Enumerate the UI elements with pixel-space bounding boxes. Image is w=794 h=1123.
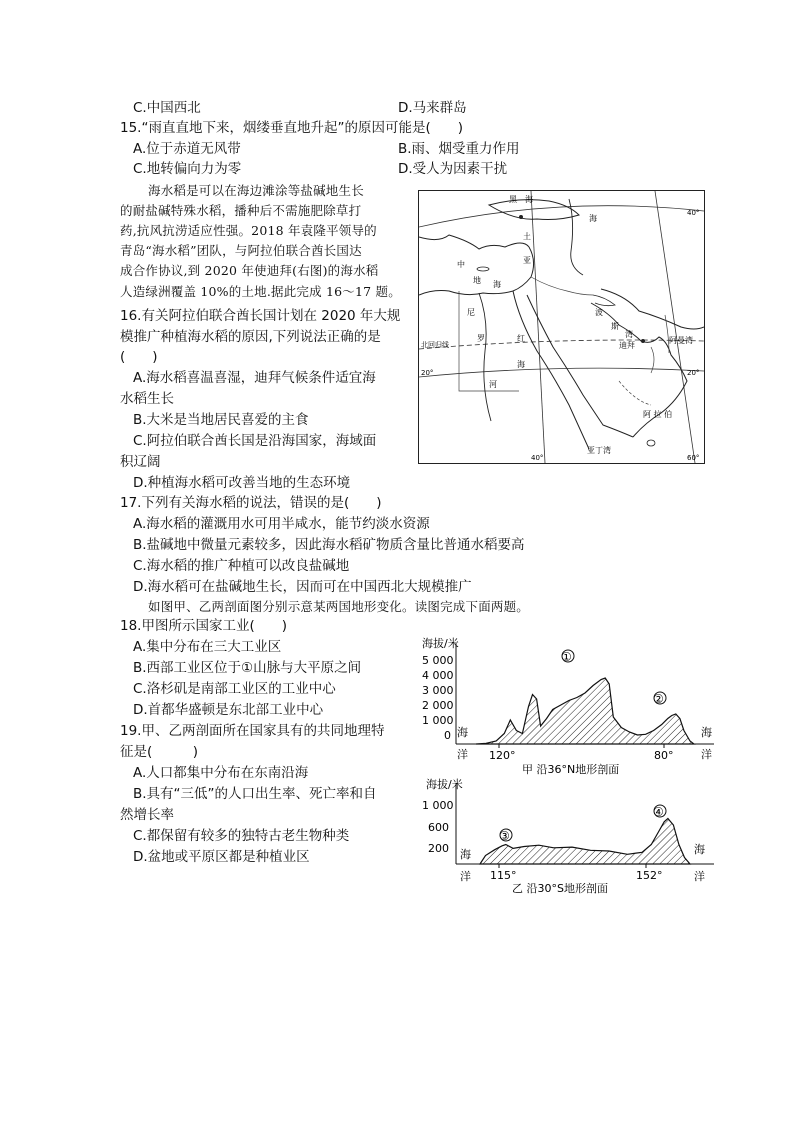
dubai-marker bbox=[641, 339, 645, 343]
chart1-terrain-profile bbox=[476, 678, 694, 744]
q18-option-a: A.集中分布在三大工业区 bbox=[133, 639, 282, 655]
q18-option-c: C.洛杉矶是南部工业区的工业中心 bbox=[133, 681, 336, 697]
chart2-left-ocean: 洋 bbox=[460, 870, 471, 883]
map-label-lat20-left: 20° bbox=[421, 369, 434, 377]
dot-1 bbox=[519, 215, 523, 219]
map-label-mid: 中 bbox=[457, 260, 465, 269]
chart1-ylabel: 海拔/米 bbox=[422, 637, 459, 650]
q16-stem-2: 模推广种植海水稻的原因,下列说法正确的是 bbox=[120, 329, 381, 345]
border-line-2 bbox=[619, 381, 651, 405]
chart2-ytick-200: 200 bbox=[428, 842, 449, 855]
map-label-lat40: 40° bbox=[687, 209, 700, 217]
map-label-bo: 波 bbox=[595, 308, 603, 317]
q14-option-d: D.马来群岛 bbox=[398, 100, 467, 116]
chart1-peak1-label: ① bbox=[561, 650, 572, 664]
chart1-ytick-2000: 2 000 bbox=[422, 699, 454, 712]
chart2-peak3-label: ③ bbox=[499, 829, 510, 843]
profile-chart-jia bbox=[418, 633, 718, 778]
chart2-left-sea: 海 bbox=[460, 848, 471, 861]
map-label-di: 地 bbox=[473, 276, 481, 285]
chart1-right-sea: 海 bbox=[701, 726, 712, 739]
q16-stem-1: 16.有关阿拉伯联合酋长国计划在 2020 年大规 bbox=[120, 308, 401, 324]
chart2-right-ocean: 洋 bbox=[694, 870, 705, 883]
q19-option-b-2: 然增长率 bbox=[120, 807, 174, 823]
chart1-ytick-0: 0 bbox=[444, 729, 451, 742]
map-label-red-hai: 海 bbox=[517, 360, 525, 369]
q16-option-c-2: 积辽阔 bbox=[120, 454, 161, 470]
chart2-ylabel: 海拔/米 bbox=[426, 778, 463, 791]
passage1-line-3: 药,抗风抗涝适应性强。2018 年袁隆平领导的 bbox=[120, 223, 377, 238]
q15-option-c: C.地转偏向力为零 bbox=[133, 161, 242, 177]
map-label-lon60: 60° bbox=[687, 454, 700, 462]
passage2-intro: 如图甲、乙两剖面图分别示意某两国地形变化。读图完成下面两题。 bbox=[148, 599, 530, 614]
q19-option-a: A.人口都集中分布在东南沿海 bbox=[133, 765, 309, 781]
q19-option-c: C.都保留有较多的独特古老生物种类 bbox=[133, 828, 350, 844]
map-label-oman: 阿曼湾 bbox=[669, 336, 693, 345]
map-label-lat20-right: 20° bbox=[687, 369, 700, 377]
gulf-head bbox=[593, 295, 615, 306]
chart1-ytick-5000: 5 000 bbox=[422, 654, 454, 667]
q14-option-c: C.中国西北 bbox=[133, 100, 201, 116]
map-label-ni: 尼 bbox=[467, 308, 475, 317]
map-label-arabian-sea: 阿 拉 伯 bbox=[643, 410, 673, 419]
tropic-of-cancer-line bbox=[419, 340, 704, 349]
chart1-right-ocean: 洋 bbox=[701, 748, 712, 761]
chart2-ytick-1000: 1 000 bbox=[422, 799, 454, 812]
chart1-peak2-label: ② bbox=[653, 692, 664, 706]
meridian-60-line bbox=[655, 191, 695, 463]
chart2-peak4-label: ④ bbox=[653, 805, 664, 819]
map-label-he: 河 bbox=[489, 380, 497, 389]
passage1-line-4: 青岛“海水稻”团队，与阿拉伯联合酋长国达 bbox=[120, 243, 362, 258]
q19-option-b-1: B.具有“三低”的人口出生率、死亡率和自 bbox=[133, 786, 377, 802]
q16-option-a-1: A.海水稻喜温喜湿，迪拜气候条件适宜海 bbox=[133, 370, 376, 386]
parallel-20-line bbox=[419, 368, 704, 377]
map-label-aden: 亚丁湾 bbox=[587, 446, 611, 455]
q16-option-c-1: C.阿拉伯联合酋长国是沿海国家，海域面 bbox=[133, 433, 377, 449]
black-sea-coast bbox=[489, 200, 579, 220]
q19-stem-1: 19.甲、乙两剖面所在国家具有的共同地理特 bbox=[120, 723, 385, 739]
q18-option-b: B.西部工业区位于①山脉与大平原之间 bbox=[133, 660, 362, 676]
chart1-ytick-3000: 3 000 bbox=[422, 684, 454, 697]
q16-stem-3: ( ) bbox=[120, 349, 158, 365]
map-label-caspian-sea: 海 bbox=[589, 214, 597, 223]
q19-stem-2: 征是( ) bbox=[120, 744, 199, 760]
map-label-hai: 海 bbox=[493, 280, 501, 289]
border-line-1 bbox=[531, 277, 593, 295]
chart2-xtick-152: 152° bbox=[636, 869, 663, 882]
cyprus-island bbox=[477, 267, 489, 271]
passage1-line-6: 人造绿洲覆盖 10%的土地.据此完成 16～17 题。 bbox=[120, 284, 401, 299]
q15-option-a: A.位于赤道无风带 bbox=[133, 141, 241, 157]
mediterranean-coast bbox=[419, 235, 534, 295]
q15-option-b: B.雨、烟受重力作用 bbox=[398, 141, 520, 157]
caspian-coast bbox=[569, 199, 583, 275]
chart1-left-sea: 海 bbox=[457, 726, 468, 739]
map-label-lon40: 40° bbox=[531, 454, 544, 462]
parallel-40-line bbox=[419, 206, 704, 227]
map-label-si: 斯 bbox=[611, 322, 619, 331]
q19-option-d: D.盆地或平原区都是种植业区 bbox=[133, 849, 310, 865]
socotra-island bbox=[647, 440, 655, 446]
chart1-xtick-120: 120° bbox=[489, 749, 516, 762]
chart1-ytick-1000: 1 000 bbox=[422, 714, 454, 727]
map-label-dubai: 迪拜 bbox=[619, 341, 635, 350]
passage1-line-2: 的耐盐碱特殊水稻，播种后不需施肥除草打 bbox=[120, 203, 362, 218]
q16-option-b: B.大米是当地居民喜爱的主食 bbox=[133, 412, 309, 428]
q15-option-d: D.受人为因素干扰 bbox=[398, 161, 508, 177]
chart2-xtick-115: 115° bbox=[490, 869, 517, 882]
chart1-title: 甲 沿36°N地形剖面 bbox=[522, 763, 620, 776]
chart2-title: 乙 沿30°S地形剖面 bbox=[512, 882, 608, 895]
chart1-xtick-80: 80° bbox=[654, 749, 674, 762]
passage1-line-1: 海水稻是可以在海边滩涂等盐碱地生长 bbox=[148, 183, 364, 198]
chart1-left-ocean: 洋 bbox=[457, 748, 468, 761]
q15-stem: 15.“雨直直地下来，烟缕垂直地升起”的原因可能是( ) bbox=[120, 120, 463, 136]
map-svg bbox=[419, 191, 704, 463]
q18-stem: 18.甲图所示国家工业( ) bbox=[120, 618, 288, 634]
q17-option-b: B.盐碱地中微量元素较多，因此海水稻矿物质含量比普通水稻要高 bbox=[133, 537, 525, 553]
border-line-egypt bbox=[459, 291, 519, 391]
passage1-line-5: 成合作协议,到 2020 年使迪拜(右图)的海水稻 bbox=[120, 263, 379, 278]
profile-chart-yi bbox=[418, 773, 718, 898]
map-label-black-sea: 黑 海 bbox=[509, 195, 533, 204]
q17-stem: 17.下列有关海水稻的说法，错误的是( ) bbox=[120, 495, 382, 511]
q16-option-a-2: 水稻生长 bbox=[120, 391, 174, 407]
q17-option-c: C.海水稻的推广种植可以改良盐碱地 bbox=[133, 558, 350, 574]
chart2-ytick-600: 600 bbox=[428, 821, 449, 834]
map-label-tropic: 北回归线 bbox=[421, 341, 449, 349]
nile-river bbox=[479, 293, 491, 421]
chart2-right-sea: 海 bbox=[694, 843, 705, 856]
chart1-ytick-4000: 4 000 bbox=[422, 669, 454, 682]
q17-option-a: A.海水稻的灌溉用水可用半咸水，能节约淡水资源 bbox=[133, 516, 430, 532]
dubai-region-map bbox=[418, 190, 705, 464]
map-label-luo: 罗 bbox=[477, 334, 485, 343]
map-label-ya: 亚 bbox=[523, 256, 531, 265]
q16-option-d: D.种植海水稻可改善当地的生态环境 bbox=[133, 475, 351, 491]
map-label-tu: 土 bbox=[523, 232, 531, 241]
q18-option-d: D.首都华盛顿是东北部工业中心 bbox=[133, 702, 324, 718]
map-label-hong: 红 bbox=[517, 334, 525, 343]
map-label-wan: 湾 bbox=[625, 330, 633, 339]
chart2-terrain-profile bbox=[480, 819, 690, 865]
q17-option-d: D.海水稻可在盐碱地生长，因而可在中国西北大规模推广 bbox=[133, 579, 472, 595]
